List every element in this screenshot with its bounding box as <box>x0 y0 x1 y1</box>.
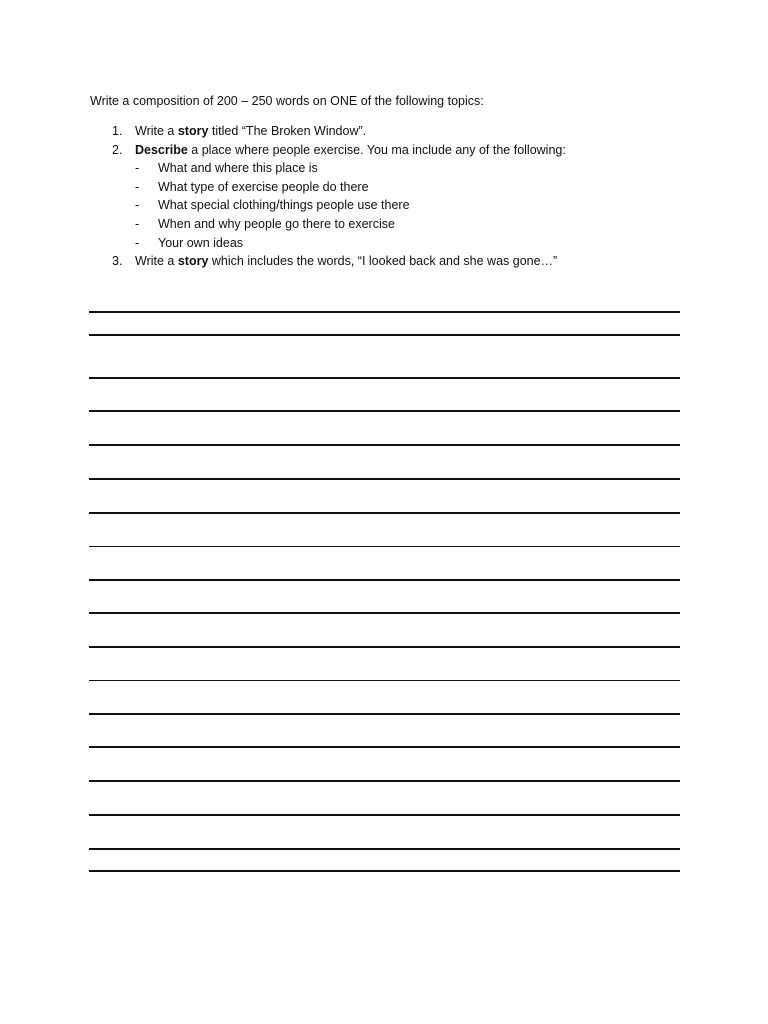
writing-line <box>89 512 680 514</box>
writing-line <box>89 848 680 850</box>
writing-line <box>89 646 680 648</box>
subpoint-text: What and where this place is <box>158 161 318 176</box>
subpoint-text: Your own ideas <box>158 235 244 250</box>
topic-keyword: story <box>177 124 209 138</box>
writing-area[interactable] <box>89 0 680 1024</box>
writing-line <box>89 612 680 614</box>
writing-line <box>89 377 680 379</box>
topic-keyword: Describe <box>135 142 188 157</box>
topic-text-after: a place where people exercise. You ma include any of the following: <box>187 142 566 157</box>
topic-text-before: Write a <box>135 254 178 269</box>
writing-line <box>89 410 680 412</box>
dash-bullet: - <box>135 235 140 250</box>
writing-line <box>89 579 680 581</box>
writing-line <box>89 478 680 480</box>
dash-bullet: - <box>135 198 140 213</box>
writing-line <box>89 546 680 547</box>
topic-number: 1. <box>112 124 123 138</box>
dash-bullet: - <box>135 216 140 231</box>
topic-text-after: titled “The Broken Window”. <box>208 124 367 138</box>
instructions-intro: Write a composition of 200 – 250 words on ONE of the following topics: <box>90 94 484 108</box>
topic-text-after: which includes the words, “I looked back and she was gone…” <box>208 254 558 269</box>
writing-line <box>89 780 680 782</box>
writing-line <box>89 814 680 816</box>
subpoint-text: When and why people go there to exercise <box>158 216 395 231</box>
writing-line <box>89 680 680 681</box>
topic-number: 2. <box>112 142 123 157</box>
topic-number: 3. <box>112 254 123 269</box>
writing-line <box>89 870 680 872</box>
writing-line <box>89 311 680 313</box>
subpoint-text: What special clothing/things people use there <box>158 198 410 213</box>
topic-keyword: story <box>177 254 209 269</box>
writing-line <box>89 746 680 748</box>
writing-line <box>89 713 680 715</box>
writing-line <box>89 334 680 336</box>
dash-bullet: - <box>135 179 140 194</box>
dash-bullet: - <box>135 161 140 176</box>
writing-line <box>89 444 680 446</box>
topic-text-before: Write a <box>135 124 178 138</box>
subpoint-text: What type of exercise people do there <box>158 179 369 194</box>
